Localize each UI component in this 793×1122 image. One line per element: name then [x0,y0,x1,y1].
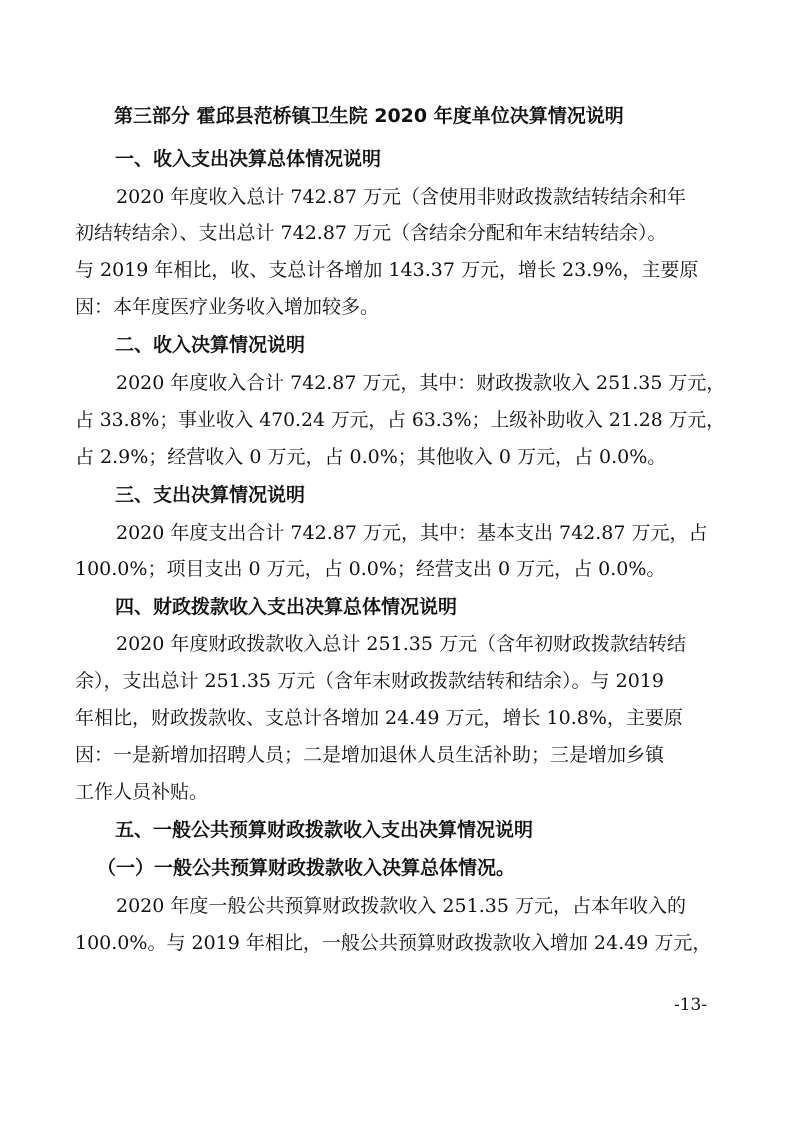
section-5-heading: 五、一般公共预算财政拨款收入支出决算情况说明 [115,819,534,841]
section-1-line-2: 初结转结余）、支出总计 742.87 万元（含结余分配和年末结转结余）。 [75,222,667,244]
section-5-subheading: （一）一般公共预算财政拨款收入决算总体情况。 [97,857,516,879]
section-2-line-3: 占 2.9%；经营收入 0 万元，占 0.0%；其他收入 0 万元，占 0.0%。 [75,446,667,468]
section-3-heading: 三、支出决算情况说明 [115,484,306,506]
section-2-line-1: 2020 年度收入合计 742.87 万元，其中：财政拨款收入 251.35 万元， [116,372,726,394]
section-3-line-1: 2020 年度支出合计 742.87 万元，其中：基本支出 742.87 万元，占 [116,522,708,544]
page-number: -13- [674,995,708,1015]
section-1-heading: 一、收入支出决算总体情况说明 [115,148,382,170]
section-1-line-3: 与 2019 年相比，收、支总计各增加 143.37 万元，增长 23.9%，主要原 [75,259,699,281]
section-4-heading: 四、财政拨款收入支出决算总体情况说明 [115,596,458,618]
section-5-line-1: 2020 年度一般公共预算财政拨款收入 251.35 万元，占本年收入的 [116,895,686,917]
section-4-line-3: 年相比，财政拨款收、支总计各增加 24.49 万元，增长 10.8%，主要原 [75,707,683,729]
document-title: 第三部分 霍邱县范桥镇卫生院 2020 年度单位决算情况说明 [114,105,624,127]
section-4-line-2: 余），支出总计 251.35 万元（含年末财政拨款结转和结余）。与 2019 [75,670,664,692]
section-1-line-1: 2020 年度收入总计 742.87 万元（含使用非财政拨款结转结余和年 [116,186,686,208]
section-4-line-5: 工作人员补贴。 [75,781,209,803]
section-5-line-2: 100.0%。与 2019 年相比，一般公共预算财政拨款收入增加 24.49 万元， [75,932,712,954]
section-4-line-1: 2020 年度财政拨款收入总计 251.35 万元（含年初财政拨款结转结 [116,633,686,655]
section-4-line-4: 因：一是新增加招聘人员；二是增加退休人员生活补助；三是增加乡镇 [75,744,665,766]
section-2-heading: 二、收入决算情况说明 [115,334,306,356]
section-2-line-2: 占 33.8%；事业收入 470.24 万元，占 63.3%；上级补助收入 21.28 万元， [75,409,725,431]
section-3-line-2: 100.0%；项目支出 0 万元，占 0.0%；经营支出 0 万元，占 0.0%。 [75,558,666,580]
section-1-line-4: 因：本年度医疗业务收入增加较多。 [75,296,380,318]
